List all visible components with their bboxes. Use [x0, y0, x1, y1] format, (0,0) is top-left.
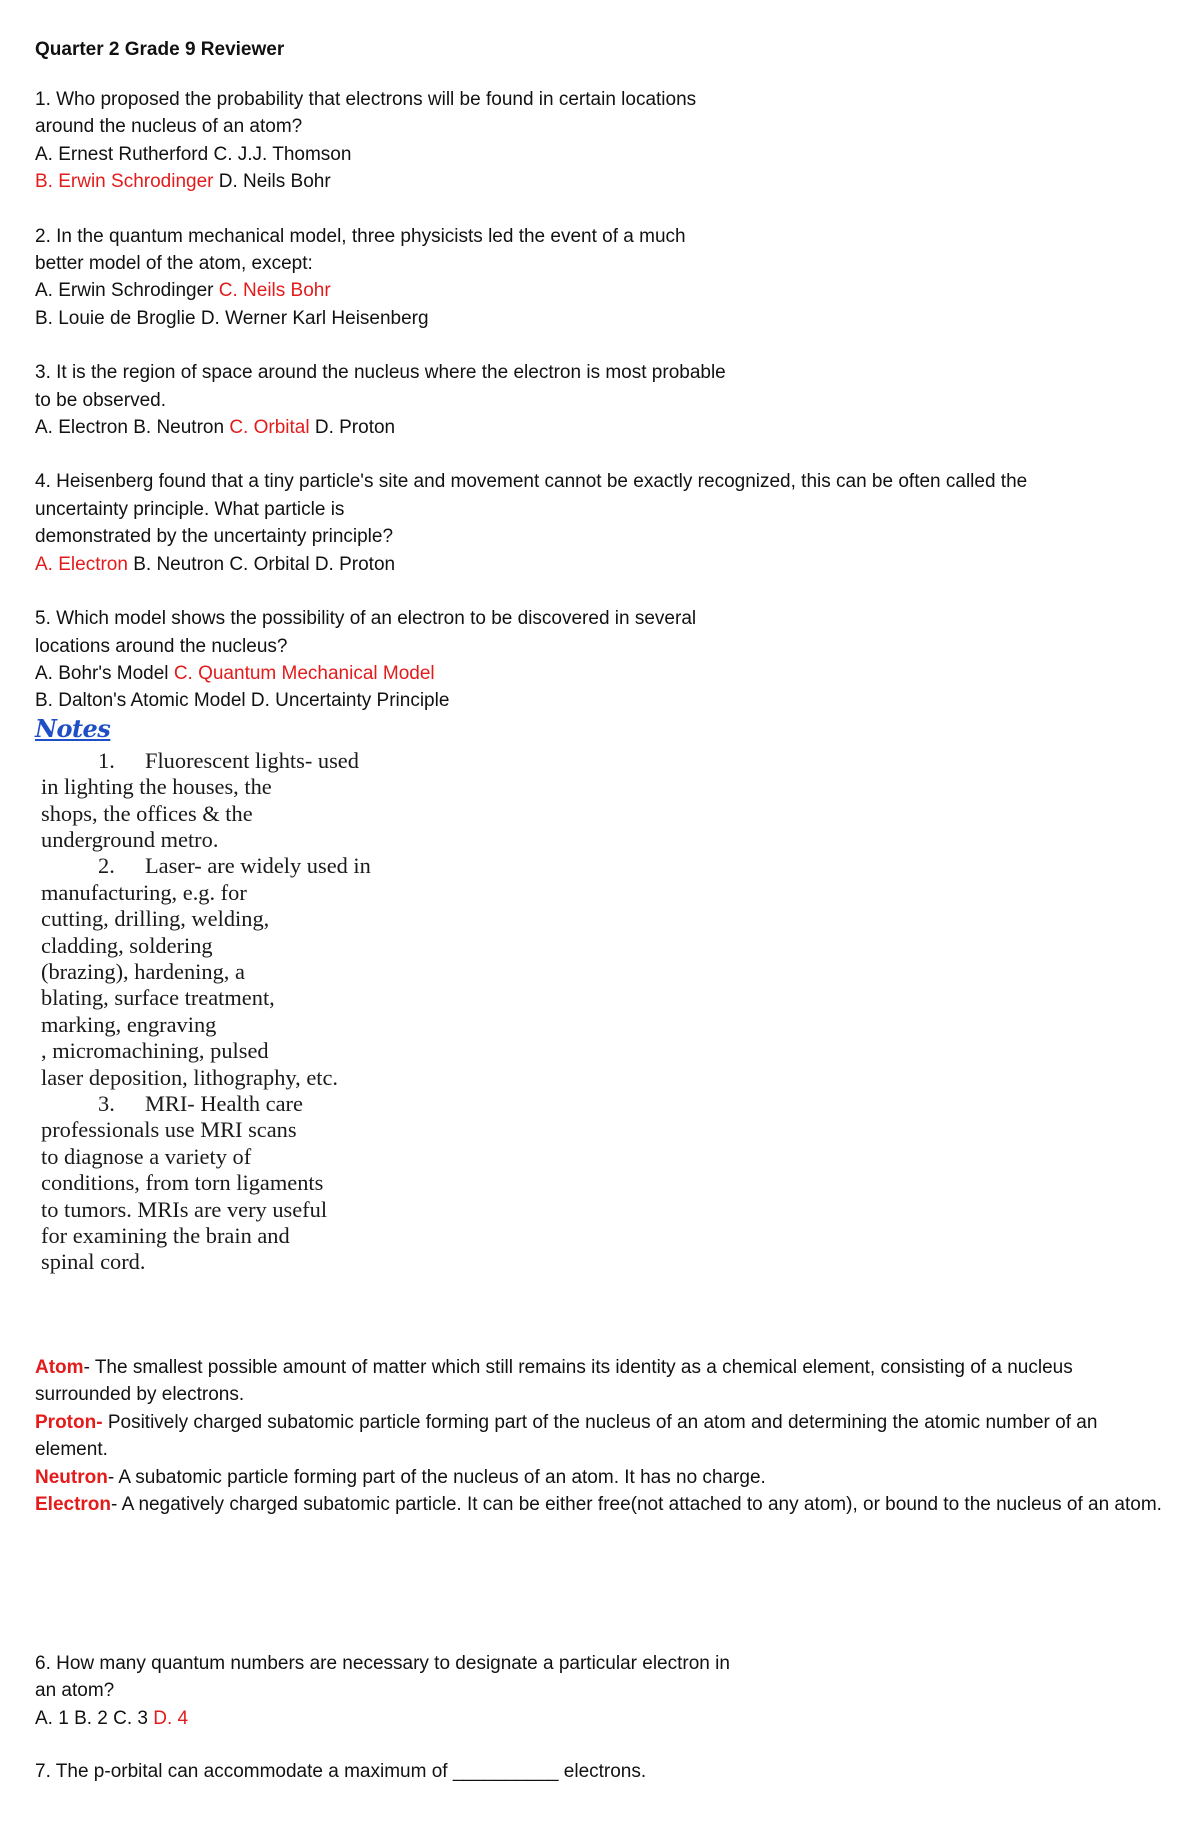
question-7	[35, 1758, 1170, 1785]
notes-line	[41, 827, 461, 853]
definition-neutron	[35, 1464, 1170, 1491]
answer-choices: B. Erwin Schrodinger D. Neils Bohr	[35, 171, 331, 193]
notes-line	[41, 1012, 461, 1038]
question-text: 4. Heisenberg found that a tiny particle's site and movement cannot be exactly recognized, this can be often called the	[35, 471, 1028, 493]
notes-text: MRI- Health care	[145, 1091, 303, 1116]
notes-text: Fluorescent lights- used	[145, 747, 359, 773]
notes-item-number: 3.	[98, 1091, 115, 1116]
question-3	[35, 359, 1170, 441]
definition-term: Atom	[35, 1357, 84, 1378]
notes-text: underground metro.	[41, 826, 219, 852]
correct-answer: A. Electron	[35, 553, 128, 575]
question-text: 2. In the quantum mechanical model, three physicists led the event of a much	[35, 225, 686, 247]
question-text: 3. It is the region of space around the nucleus where the electron is most probable	[35, 362, 726, 384]
question-text: to be observed.	[35, 389, 166, 411]
notes-text: to diagnose a variety of	[41, 1143, 252, 1169]
question-text: an atom?	[35, 1680, 115, 1702]
notes-text: for examining the brain and	[41, 1223, 290, 1249]
answer-choices: A. Bohr's Model C. Quantum Mechanical Model	[35, 662, 435, 684]
definition-electron	[35, 1491, 1170, 1518]
notes-text: cutting, drilling, welding,	[41, 906, 270, 932]
notes-text: blating, surface treatment,	[41, 985, 275, 1011]
notes-line	[41, 801, 461, 827]
question-text: 7. The p-orbital can accommodate a maximum of __________ electrons.	[35, 1761, 647, 1782]
definition-text: Positively charged subatomic particle forming part of the nucleus of an atom and determining the atomic number of an element.	[35, 1411, 1098, 1461]
answer-choices: A. 1 B. 2 C. 3 D. 4	[35, 1707, 189, 1729]
definition-term: Electron	[35, 1494, 112, 1516]
definition-text: - A subatomic particle forming part of the nucleus of an atom. It has no charge.	[107, 1466, 766, 1488]
notes-text: , micromachining, pulsed	[41, 1038, 269, 1064]
definition-term: Neutron	[35, 1466, 108, 1488]
notes-text: cladding, soldering	[41, 932, 213, 958]
notes-list	[41, 748, 461, 1276]
answer-choices: A. Ernest Rutherford C. J.J. Thomson	[35, 143, 352, 165]
question-text: demonstrated by the uncertainty principle?	[35, 526, 394, 548]
notes-item-number: 1.	[98, 747, 115, 773]
definition-text: - The smallest possible amount of matter which still remains its identity as a chemical element, consisting of a nucleus surrounded by electrons.	[35, 1357, 1073, 1406]
notes-item-number: 2.	[98, 853, 115, 879]
notes-text: professionals use MRI scans	[41, 1117, 297, 1143]
notes-line	[41, 906, 461, 932]
question-text: 6. How many quantum numbers are necessary to designate a particular electron in	[35, 1653, 730, 1674]
notes-line	[41, 1144, 461, 1170]
answer-choices: B. Louie de Broglie D. Werner Karl Heisenberg	[35, 307, 429, 329]
notes-line	[41, 985, 461, 1011]
correct-answer: C. Neils Bohr	[218, 280, 331, 302]
question-2	[35, 223, 1170, 333]
definitions	[35, 1354, 1170, 1518]
definition-proton	[35, 1409, 1170, 1464]
notes-text: (brazing), hardening, a	[41, 958, 245, 984]
notes-line	[41, 1091, 461, 1117]
notes-text: shops, the offices & the	[41, 800, 253, 826]
notes-text: conditions, from torn ligaments	[41, 1170, 324, 1196]
notes-line	[41, 1170, 461, 1196]
answer-choices: B. Dalton's Atomic Model D. Uncertainty Principle	[35, 690, 450, 712]
notes-line	[41, 1065, 461, 1091]
correct-answer: C. Orbital	[229, 417, 310, 439]
notes-line	[41, 880, 461, 906]
notes-text: Laser- are widely used in	[145, 853, 371, 879]
notes-line	[41, 1249, 461, 1275]
notes-line	[41, 1038, 461, 1064]
question-1	[35, 86, 1170, 196]
document-title: Quarter 2 Grade 9 Reviewer	[35, 39, 285, 60]
notes-line	[41, 853, 461, 879]
definition-term: Proton-	[35, 1411, 103, 1433]
notes-line	[41, 959, 461, 985]
notes-line	[41, 1117, 461, 1143]
answer-choices: A. Electron B. Neutron C. Orbital D. Proton	[35, 553, 396, 575]
question-text: around the nucleus of an atom?	[35, 116, 303, 138]
question-5	[35, 605, 1170, 715]
answer-choices: A. Erwin Schrodinger C. Neils Bohr	[35, 280, 331, 302]
notes-text: in lighting the houses, the	[41, 774, 272, 800]
notes-text: to tumors. MRIs are very useful	[41, 1196, 328, 1222]
notes-line	[41, 748, 461, 774]
question-text: uncertainty principle. What particle is	[35, 498, 345, 520]
definition-text: - A negatively charged subatomic particle. It can be either free(not attached to any atom), or bound to the nucleus of an atom.	[111, 1494, 1162, 1516]
notes-line	[41, 1197, 461, 1223]
notes-line	[41, 1223, 461, 1249]
notes-text: manufacturing, e.g. for	[41, 879, 247, 905]
question-text: 1. Who proposed the probability that electrons will be found in certain locations	[35, 89, 697, 110]
question-6	[35, 1650, 1170, 1732]
correct-answer: B. Erwin Schrodinger	[35, 171, 214, 193]
correct-answer: C. Quantum Mechanical Model	[173, 662, 435, 684]
notes-text: spinal cord.	[41, 1249, 146, 1275]
question-text: better model of the atom, except:	[35, 253, 313, 275]
notes-heading: Notes	[35, 713, 111, 743]
correct-answer: D. 4	[153, 1707, 189, 1729]
question-text: locations around the nucleus?	[35, 635, 288, 657]
notes-line	[41, 933, 461, 959]
question-text: 5. Which model shows the possibility of an electron to be discovered in several	[35, 608, 697, 630]
answer-choices: A. Electron B. Neutron C. Orbital D. Proton	[35, 417, 396, 439]
notes-text: laser deposition, lithography, etc.	[41, 1064, 339, 1090]
definition-atom	[35, 1354, 1170, 1409]
question-4	[35, 468, 1170, 578]
notes-text: marking, engraving	[41, 1011, 217, 1037]
notes-line	[41, 774, 461, 800]
reviewer-document	[35, 38, 1170, 1276]
